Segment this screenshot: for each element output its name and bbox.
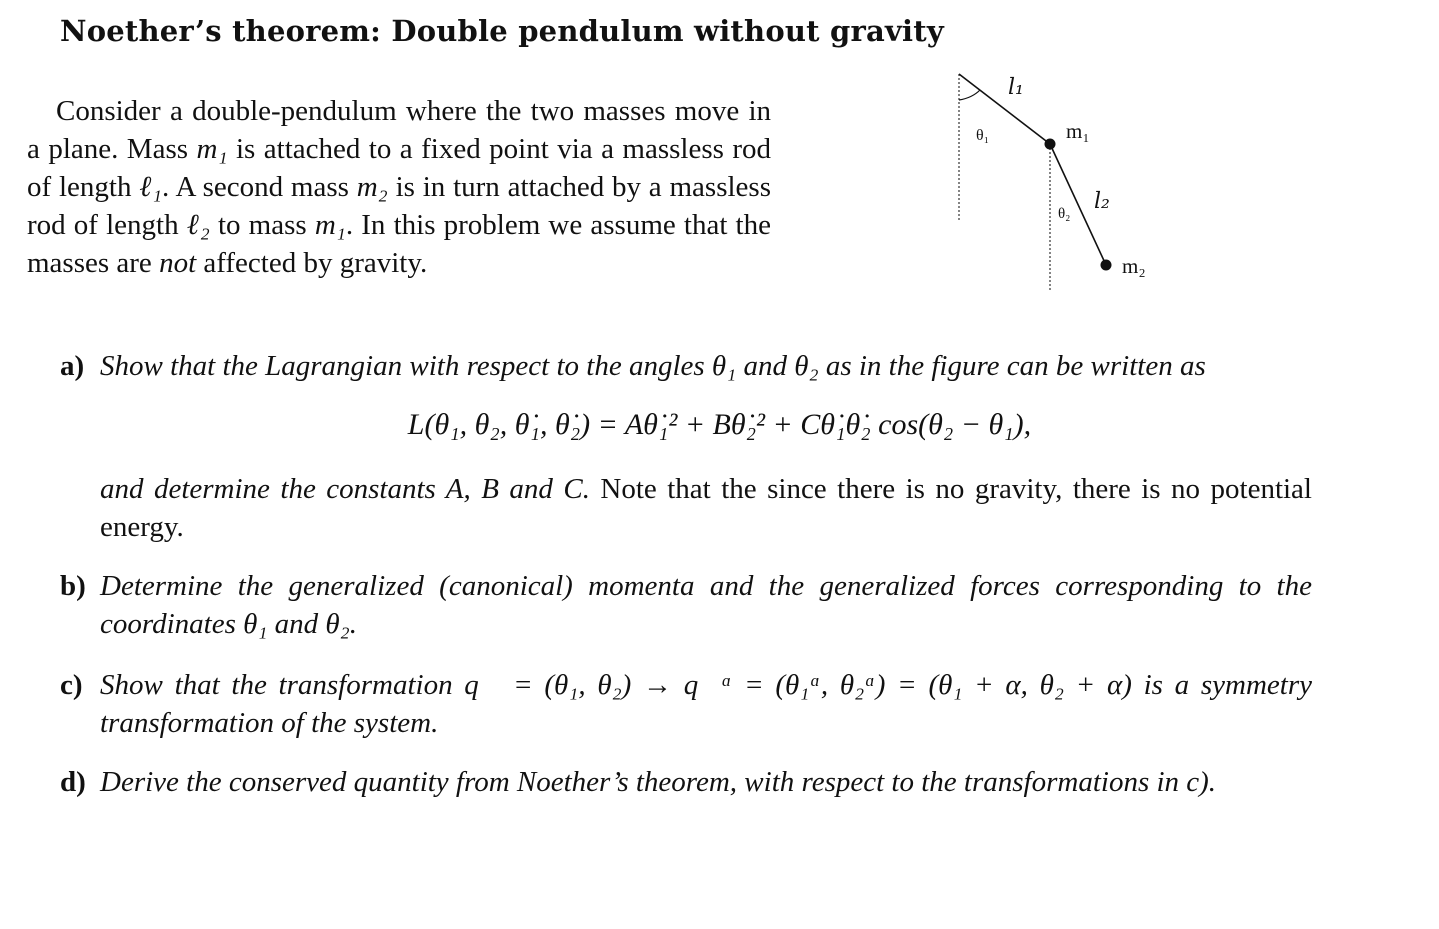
question-c-text: Show that the transformation q⃗ = (θ₁, θ₂) → q⃗ᵅ = (θ₁ᵅ, θ₂ᵅ) = (θ₁ + α, θ₂ + α) is a symmetry transformation of the system. xyxy=(100,669,1312,739)
question-b-text: Determine the generalized (canonical) momenta and the generalized forces corresponding to the coordinates θ₁ and θ₂. xyxy=(100,570,1312,640)
intro-text-1: Consider a double-pendulum where the two masses move in a plane. Mass xyxy=(27,95,771,165)
symbol-l1: ℓ₁ xyxy=(139,171,162,203)
figure-label-m2: m₂ xyxy=(1122,254,1146,278)
mass-m1 xyxy=(1045,139,1056,150)
intro-paragraph xyxy=(27,92,771,282)
page-title: Noether’s theorem: Double pendulum without gravity xyxy=(60,14,944,48)
symbol-m1: m₁ xyxy=(196,133,228,165)
intro-text-2: is attached to a fixed point via a massless rod of length xyxy=(27,133,772,203)
question-b-label: b) xyxy=(60,570,86,602)
emphasis-not: not xyxy=(159,247,197,279)
question-a-label: a) xyxy=(60,350,85,382)
symbol-m1-again: m₁ xyxy=(314,209,346,241)
symbol-m2: m₂ xyxy=(356,171,388,203)
question-d-label: d) xyxy=(60,766,86,798)
double-pendulum-figure xyxy=(940,60,1170,300)
figure-label-m1: m₁ xyxy=(1066,119,1090,143)
figure-label-theta1: θ₁ xyxy=(976,127,990,144)
intro-text-4: is in turn attached by a massless rod of length xyxy=(27,171,771,241)
question-c-label: c) xyxy=(60,669,83,701)
intro-text-3: . A second mass xyxy=(161,171,357,203)
intro-text-6: . In this problem we assume that the masses are xyxy=(27,209,771,279)
angle-arc-theta1 xyxy=(959,90,980,100)
lagrangian-equation: L(θ₁, θ₂, θ̇₁, θ̇₂) = Aθ̇₁² + Bθ̇₂² + Cθ̇₁θ̇₂ cos(θ₂ − θ₁), xyxy=(407,408,1032,441)
question-d-text: Derive the conserved quantity from Noether’s theorem, with respect to the transformations in c). xyxy=(100,766,1217,798)
intro-text-5: to mass xyxy=(209,209,315,241)
question-a xyxy=(60,347,1312,385)
figure-label-l2: l₂ xyxy=(1094,189,1110,214)
rod-1 xyxy=(959,74,1050,144)
figure-label-l1: l₁ xyxy=(1008,75,1024,100)
question-a-text: Show that the Lagrangian with respect to the angles θ₁ and θ₂ as in the figure can be written as xyxy=(100,350,1206,382)
question-a-note: Note that the since there is no gravity, there is no potential energy. xyxy=(100,473,1312,543)
intro-text-7: affected by gravity. xyxy=(196,247,428,279)
question-a-constants: and determine the constants A, B and C. xyxy=(100,473,590,505)
mass-m2 xyxy=(1101,260,1112,271)
symbol-l2: ℓ₂ xyxy=(186,209,210,241)
question-c xyxy=(60,666,1312,742)
question-d xyxy=(60,763,1312,801)
question-b xyxy=(60,567,1312,643)
figure-label-theta2: θ₂ xyxy=(1058,206,1071,222)
question-a-continuation xyxy=(100,470,1312,546)
